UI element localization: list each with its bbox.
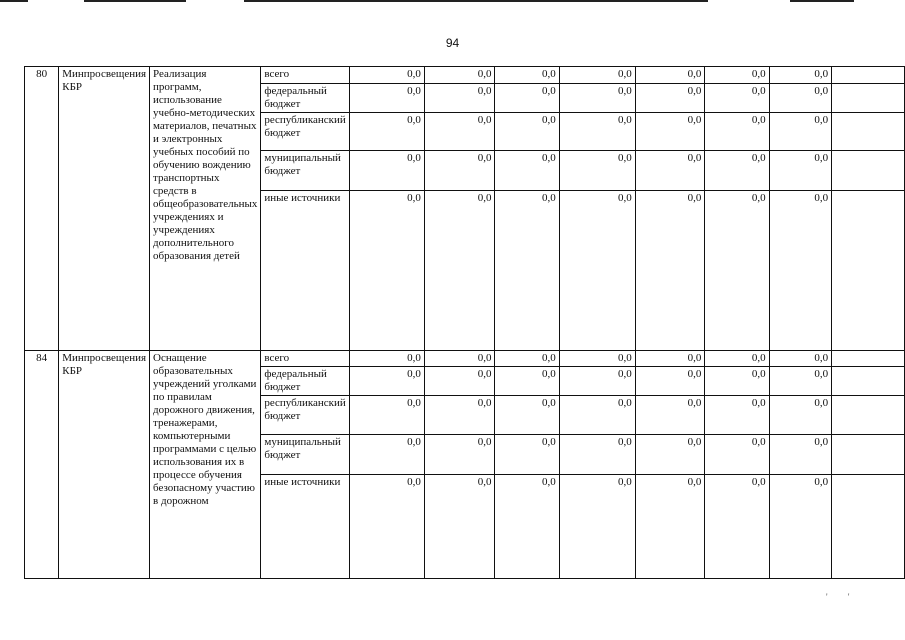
amount-cell: 0,0 bbox=[635, 191, 705, 351]
row-number: 80 bbox=[25, 67, 59, 351]
amount-cell: 0,0 bbox=[349, 113, 424, 151]
amount-cell: 0,0 bbox=[424, 113, 495, 151]
empty-cell bbox=[832, 84, 905, 113]
amount-cell: 0,0 bbox=[495, 475, 559, 579]
amount-cell: 0,0 bbox=[705, 351, 769, 367]
empty-cell bbox=[832, 151, 905, 191]
amount-cell: 0,0 bbox=[559, 113, 635, 151]
empty-cell bbox=[832, 351, 905, 367]
amount-cell: 0,0 bbox=[705, 113, 769, 151]
amount-cell: 0,0 bbox=[349, 367, 424, 396]
amount-cell: 0,0 bbox=[349, 435, 424, 475]
amount-cell: 0,0 bbox=[495, 113, 559, 151]
row-number: 84 bbox=[25, 351, 59, 579]
amount-cell: 0,0 bbox=[769, 113, 831, 151]
amount-cell: 0,0 bbox=[424, 151, 495, 191]
amount-cell: 0,0 bbox=[559, 475, 635, 579]
amount-cell: 0,0 bbox=[705, 475, 769, 579]
amount-cell: 0,0 bbox=[769, 191, 831, 351]
amount-cell: 0,0 bbox=[349, 475, 424, 579]
amount-cell: 0,0 bbox=[559, 435, 635, 475]
amount-cell: 0,0 bbox=[635, 67, 705, 84]
empty-cell bbox=[832, 475, 905, 579]
amount-cell: 0,0 bbox=[349, 396, 424, 435]
amount-cell: 0,0 bbox=[559, 67, 635, 84]
empty-cell bbox=[832, 67, 905, 84]
empty-cell bbox=[832, 435, 905, 475]
funding-source: республиканский бюджет bbox=[261, 396, 349, 435]
scan-marks: ' ' bbox=[826, 592, 850, 602]
amount-cell: 0,0 bbox=[559, 367, 635, 396]
amount-cell: 0,0 bbox=[705, 435, 769, 475]
amount-cell: 0,0 bbox=[769, 435, 831, 475]
header-rule-4 bbox=[790, 0, 854, 2]
table-row bbox=[25, 351, 905, 367]
amount-cell: 0,0 bbox=[635, 396, 705, 435]
funding-source: всего bbox=[261, 67, 349, 84]
header-rule-1 bbox=[0, 0, 28, 2]
amount-cell: 0,0 bbox=[635, 84, 705, 113]
amount-cell: 0,0 bbox=[495, 367, 559, 396]
amount-cell: 0,0 bbox=[769, 67, 831, 84]
amount-cell: 0,0 bbox=[769, 475, 831, 579]
amount-cell: 0,0 bbox=[635, 475, 705, 579]
funding-source: федеральный бюджет bbox=[261, 367, 349, 396]
amount-cell: 0,0 bbox=[769, 367, 831, 396]
amount-cell: 0,0 bbox=[424, 475, 495, 579]
amount-cell: 0,0 bbox=[559, 84, 635, 113]
measure-description: Реализация программ, использование учебно-методических материалов, печатных и электронных учебных пособий по обучению вождению транспортных средств в общеобразовательных учреждениях и учреждениях дополнительного образования детей bbox=[150, 67, 261, 351]
amount-cell: 0,0 bbox=[559, 396, 635, 435]
funding-source: муниципальный бюджет bbox=[261, 151, 349, 191]
amount-cell: 0,0 bbox=[424, 367, 495, 396]
amount-cell: 0,0 bbox=[635, 113, 705, 151]
amount-cell: 0,0 bbox=[495, 67, 559, 84]
amount-cell: 0,0 bbox=[349, 351, 424, 367]
amount-cell: 0,0 bbox=[424, 191, 495, 351]
amount-cell: 0,0 bbox=[635, 367, 705, 396]
amount-cell: 0,0 bbox=[769, 84, 831, 113]
funding-source: всего bbox=[261, 351, 349, 367]
amount-cell: 0,0 bbox=[559, 151, 635, 191]
amount-cell: 0,0 bbox=[769, 151, 831, 191]
funding-source: республиканский бюджет bbox=[261, 113, 349, 151]
amount-cell: 0,0 bbox=[705, 151, 769, 191]
table-body bbox=[25, 67, 905, 579]
amount-cell: 0,0 bbox=[424, 396, 495, 435]
amount-cell: 0,0 bbox=[705, 191, 769, 351]
amount-cell: 0,0 bbox=[705, 396, 769, 435]
organization-cell: Минпросвещения КБР bbox=[59, 67, 150, 351]
amount-cell: 0,0 bbox=[349, 84, 424, 113]
amount-cell: 0,0 bbox=[495, 151, 559, 191]
empty-cell bbox=[832, 367, 905, 396]
amount-cell: 0,0 bbox=[769, 351, 831, 367]
amount-cell: 0,0 bbox=[559, 351, 635, 367]
measure-description: Оснащение образовательных учреждений уголками по правилам дорожного движения, тренажерами, компьютерными программами с целью использования их в процессе обучения безопасному участию в дорожном bbox=[150, 351, 261, 579]
funding-source: муниципальный бюджет bbox=[261, 435, 349, 475]
funding-source: федеральный бюджет bbox=[261, 84, 349, 113]
amount-cell: 0,0 bbox=[424, 84, 495, 113]
amount-cell: 0,0 bbox=[495, 84, 559, 113]
amount-cell: 0,0 bbox=[705, 84, 769, 113]
amount-cell: 0,0 bbox=[705, 67, 769, 84]
empty-cell bbox=[832, 396, 905, 435]
amount-cell: 0,0 bbox=[635, 435, 705, 475]
amount-cell: 0,0 bbox=[769, 396, 831, 435]
amount-cell: 0,0 bbox=[635, 351, 705, 367]
table-row bbox=[25, 67, 905, 84]
amount-cell: 0,0 bbox=[495, 396, 559, 435]
organization-cell: Минпросвещения КБР bbox=[59, 351, 150, 579]
amount-cell: 0,0 bbox=[495, 351, 559, 367]
amount-cell: 0,0 bbox=[424, 67, 495, 84]
funding-source: иные источники bbox=[261, 191, 349, 351]
header-rule-2 bbox=[84, 0, 186, 2]
amount-cell: 0,0 bbox=[705, 367, 769, 396]
amount-cell: 0,0 bbox=[495, 191, 559, 351]
amount-cell: 0,0 bbox=[635, 151, 705, 191]
budget-table bbox=[24, 66, 905, 579]
amount-cell: 0,0 bbox=[349, 191, 424, 351]
empty-cell bbox=[832, 113, 905, 151]
header-rule-3 bbox=[244, 0, 708, 2]
empty-cell bbox=[832, 191, 905, 351]
amount-cell: 0,0 bbox=[495, 435, 559, 475]
amount-cell: 0,0 bbox=[424, 351, 495, 367]
page-number: 94 bbox=[445, 36, 460, 50]
funding-source: иные источники bbox=[261, 475, 349, 579]
amount-cell: 0,0 bbox=[559, 191, 635, 351]
amount-cell: 0,0 bbox=[349, 67, 424, 84]
amount-cell: 0,0 bbox=[349, 151, 424, 191]
amount-cell: 0,0 bbox=[424, 435, 495, 475]
